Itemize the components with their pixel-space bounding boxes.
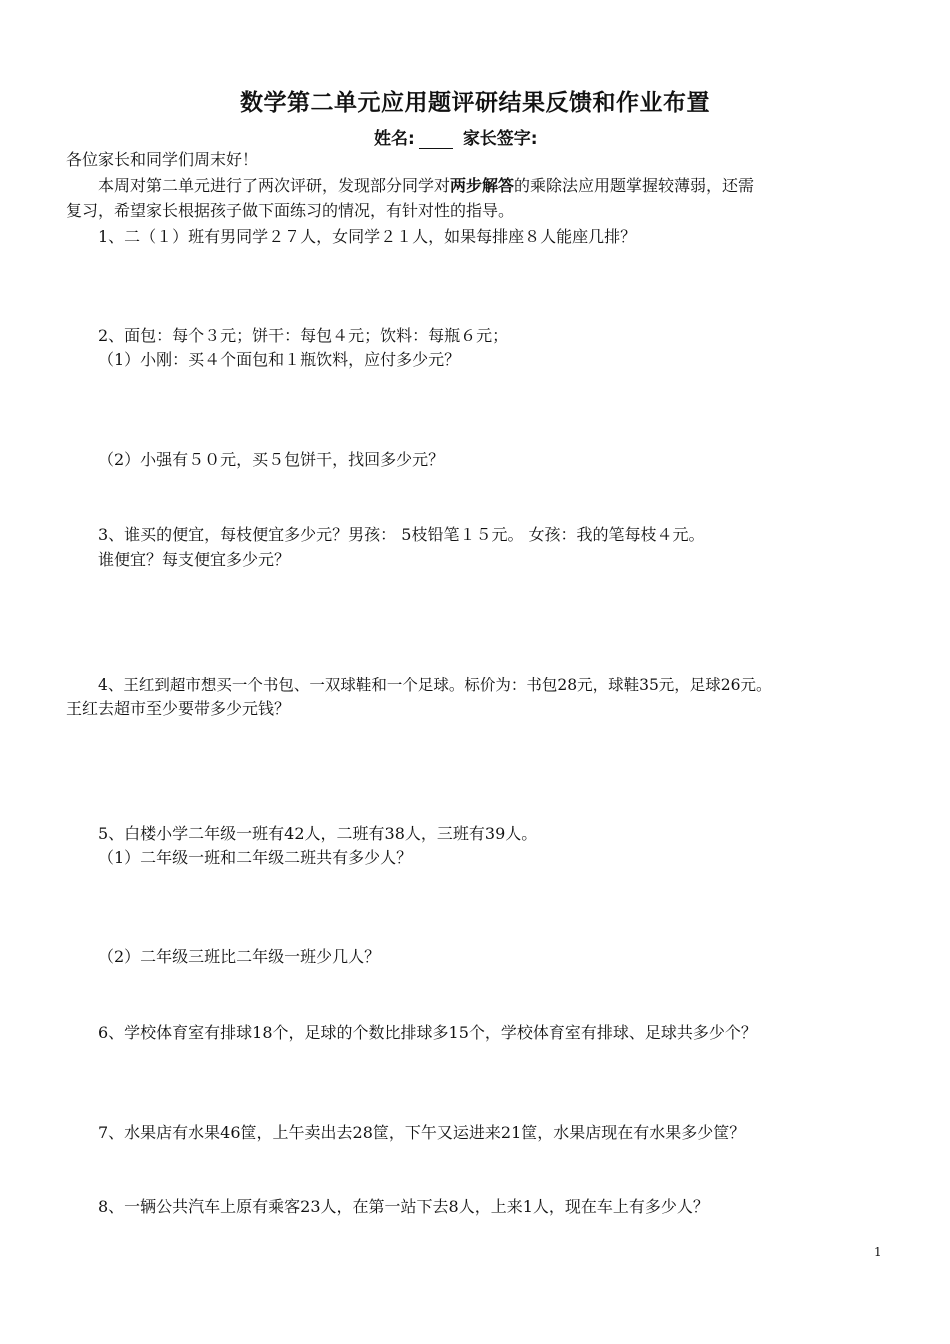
intro-emphasis: 两步解答 (450, 176, 515, 195)
signature-line (374, 124, 538, 149)
page-title: 数学第二单元应用题评研结果反馈和作业布置 (240, 90, 710, 116)
intro-paragraph-line1 (98, 174, 754, 198)
question-4-line2: 王红去超市至少要带多少元钱？ (66, 699, 291, 718)
question-3-line2: 谁便宜？每支便宜多少元？ (98, 550, 291, 569)
question-2: 2、面包：每个３元；饼干：每包４元；饮料：每瓶６元； (98, 326, 509, 345)
name-label: 姓名: (374, 129, 415, 149)
question-7: 7、水果店有水果46筐，上午卖出去28筐，下午又运进来21筐，水果店现在有水果多少筐？ (98, 1123, 746, 1142)
intro-text-2: 的乘除法应用题掌握较薄弱，还需 (514, 176, 755, 195)
intro-paragraph-line2: 复习，希望家长根据孩子做下面练习的情况，有针对性的指导。 (66, 201, 515, 220)
question-8: 8、一辆公共汽车上原有乘客23人，在第一站下去8人，上来1人，现在车上有多少人？ (98, 1197, 709, 1216)
question-5-part-2: （2）二年级三班比二年级一班少几人？ (98, 947, 381, 966)
name-blank (419, 130, 453, 149)
question-6: 6、学校体育室有排球18个，足球的个数比排球多15个，学校体育室有排球、足球共多少个？ (98, 1023, 757, 1042)
question-2-part-1: （1）小刚：买４个面包和１瓶饮料，应付多少元？ (98, 350, 461, 369)
question-5: 5、白楼小学二年级一班有42人，二班有38人，三班有39人。 (98, 824, 538, 843)
intro-text-1: 本周对第二单元进行了两次评研，发现部分同学对 (98, 176, 451, 195)
question-3-line1: 3、谁买的便宜，每枝便宜多少元？男孩： 5枝铅笔１５元。 女孩：我的笔每枝４元。 (98, 525, 705, 544)
page-number: 1 (874, 1245, 882, 1259)
question-1: 1、二（１）班有男同学２７人，女同学２１人，如果每排座８人能座几排？ (98, 227, 637, 246)
parent-sign-label: 家长签字: (462, 129, 538, 149)
question-2-part-2: （2）小强有５０元，买５包饼干，找回多少元？ (98, 450, 445, 469)
greeting: 各位家长和同学们周末好！ (66, 150, 259, 169)
question-5-part-1: （1）二年级一班和二年级二班共有多少人？ (98, 848, 413, 867)
question-4-line1: 4、王红到超市想买一个书包、一双球鞋和一个足球。标价为：书包28元，球鞋35元，足球26元。 (98, 676, 772, 694)
